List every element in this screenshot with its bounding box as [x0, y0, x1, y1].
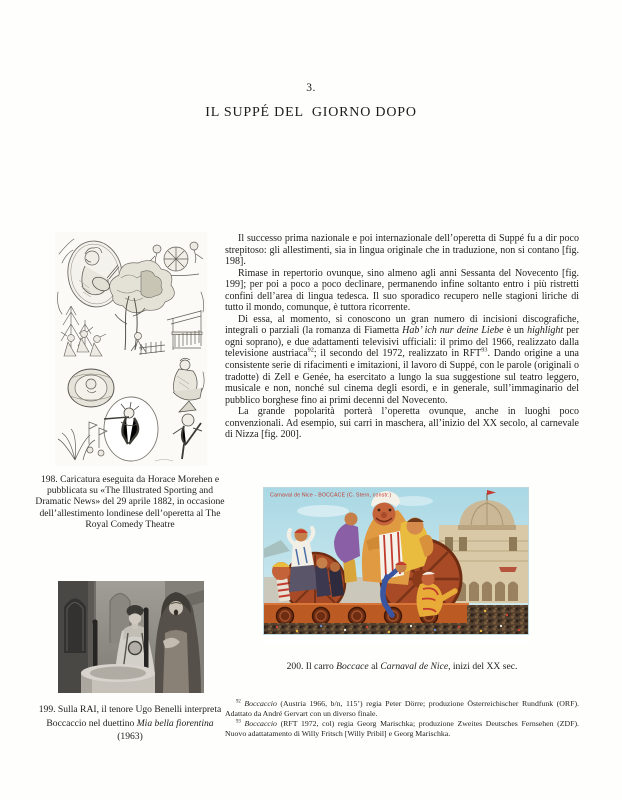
- figure-200-postcard: [263, 487, 529, 645]
- tv-still-image: [58, 581, 204, 693]
- paragraph-4: La grande popolarità porterà l’operetta ovunque, anche in luoghi poco convenzionali. Ad esempio, sui carri in maschera, all’inizio del XX secolo, al carnevale di Nizza [fig. 200].: [225, 406, 579, 441]
- footnote-92: $^{92}$ Boccaccio (Austria 1966, b/n, 115’) regia Peter Dörre; produzione Österreichischer Rundfunk (ORF). Adattato da André Gervart con un diverso finale.: [225, 699, 580, 718]
- footnotes: [225, 699, 579, 739]
- barrel-vignette: [68, 369, 114, 407]
- footnote-93: $^{93}$ Boccaccio (RFT 1972, col) regia Georg Marischka; produzione Zweites Deutsches Fernsehen (ZDF). Nuovo adattatamento di Willy Fritsch [Willy Pribil] e Georg Marischka.: [225, 719, 580, 738]
- jester-oval: [104, 397, 158, 461]
- figure-200-caption: 200. Il carro Boccace al Carnaval de Nice, inizi del XX sec.: [286, 661, 518, 672]
- body-text: [225, 233, 579, 441]
- crowd-front: [263, 623, 529, 635]
- paragraph-3: Di essa, al momento, si conoscono un gran numero di incisioni discografiche, integrali o parziali (la romanza di Fiametta Hab’ ich nur deine Liebe è un highlight per ogni soprano), e due adattamenti televisivi ufficiali: il primo del 1966, realizzato dalla televisione austriaca$^{92}$; il secondo del 1972, realizzato in RFT$^{93}$. Dando origine a una consistente serie di rifacimenti e imitazioni, il lavoro di Suppé, con le parole (originali o tradotte) di Zell e Genée, ha esercitato a lungo la sua suggestione sul teatro leggero, musicale e non, nonché sul cinema degli esordi, e in generale, sull’immaginario del pubblico borghese fino ai primi decenni del Novecento.: [225, 313, 579, 406]
- paragraph-2: Rimase in repertorio ovunque, sino almeno agli anni Sessanta del Novecento [fig. 199]; per poi a poco a poco declinare, permanendo infine soltanto entro i più ristretti confini dell’area di lingua tedesca. Il suo sporadico recupero nelle stagioni liriche di tutto il mondo, comunque, è tuttora ricorrente.: [225, 267, 579, 314]
- carnival-postcard-image: [263, 487, 529, 645]
- chapter-number: 3.: [306, 82, 316, 94]
- paragraph-1: Il successo prima nazionale e poi internazionale dell’operetta di Suppé fu a dir poco strepitoso: gli allestimenti, sia in lingua originale che in traduzione, non si contano [fig. 198].: [225, 233, 579, 268]
- figure-198-engraving: [55, 232, 207, 466]
- postcard-title-text: Carnaval de Nice - BOCCACE (C. Stern, constr.): [270, 492, 392, 499]
- engraving-caricature-image: [55, 232, 207, 466]
- figure-199-photo: [58, 581, 204, 693]
- figure-199-caption: 199. Sulla RAI, il tenore Ugo Benelli interpreta Boccaccio nel duettino Mia bella fiorentina (1963): [38, 704, 222, 742]
- figure-198-caption: 198. Caricatura eseguita da Horace Morehen e pubblicata su «The Illustrated Sporting and Dramatic News» del 29 aprile 1882, in occasione dell’allestimento londinese dell’operetta al The Royal Comedy Theatre: [35, 474, 225, 530]
- chapter-title: IL SUPPÉ DEL GIORNO DOPO: [205, 105, 417, 120]
